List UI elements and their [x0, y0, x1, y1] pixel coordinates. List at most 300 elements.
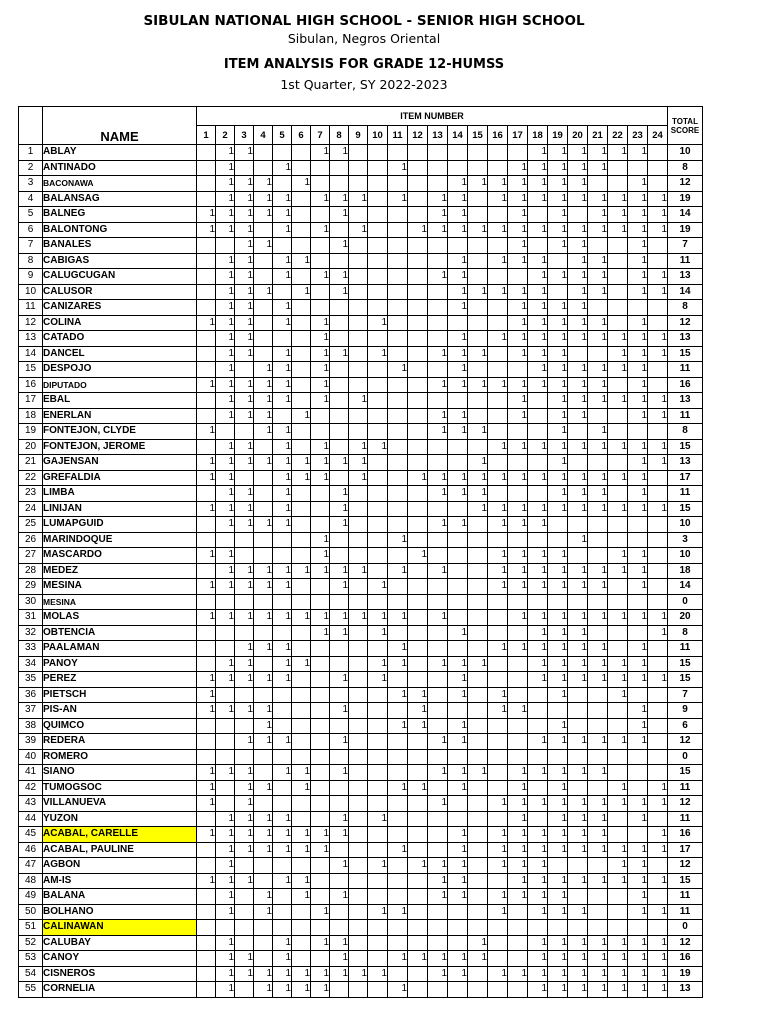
row-number: 14 [19, 346, 43, 362]
item-mark-cell [349, 842, 368, 858]
item-mark-cell [273, 703, 292, 719]
item-mark-cell: 1 [216, 548, 235, 564]
item-mark-cell [468, 889, 488, 905]
item-mark-cell: 1 [273, 300, 292, 316]
item-mark-cell [468, 920, 488, 936]
item-mark-cell: 1 [568, 734, 588, 750]
item-mark-cell [608, 377, 628, 393]
item-mark-cell [608, 269, 628, 285]
item-mark-cell: 1 [528, 842, 548, 858]
item-mark-cell: 1 [628, 610, 648, 626]
item-mark-cell [468, 315, 488, 331]
total-score: 11 [668, 486, 703, 502]
total-score: 18 [668, 563, 703, 579]
item-mark-cell [448, 811, 468, 827]
item-mark-cell: 1 [311, 982, 330, 998]
item-mark-cell [648, 579, 668, 595]
item-mark-cell: 1 [216, 486, 235, 502]
item-mark-cell [408, 455, 428, 471]
item-mark-cell: 1 [254, 207, 273, 223]
item-mark-cell [608, 594, 628, 610]
item-mark-cell [488, 920, 508, 936]
student-name: BACONAWA [43, 176, 197, 192]
item-mark-cell: 1 [388, 610, 408, 626]
item-mark-cell: 1 [608, 780, 628, 796]
item-mark-cell: 1 [568, 641, 588, 657]
item-mark-cell [588, 548, 608, 564]
item-mark-cell: 1 [648, 625, 668, 641]
item-mark-cell: 1 [254, 517, 273, 533]
item-mark-cell: 1 [330, 269, 349, 285]
item-mark-cell [528, 238, 548, 254]
item-mark-cell: 1 [548, 672, 568, 688]
item-mark-cell: 1 [528, 269, 548, 285]
item-mark-cell [197, 331, 216, 347]
item-mark-cell [349, 362, 368, 378]
item-mark-cell [388, 517, 408, 533]
item-mark-cell: 1 [254, 424, 273, 440]
item-mark-cell [292, 672, 311, 688]
item-mark-cell: 1 [548, 904, 568, 920]
item-mark-cell [448, 238, 468, 254]
item-mark-cell: 1 [448, 873, 468, 889]
item-mark-cell [628, 594, 648, 610]
item-mark-cell [235, 687, 254, 703]
item-mark-cell: 1 [548, 610, 568, 626]
item-mark-cell [428, 331, 448, 347]
row-number: 9 [19, 269, 43, 285]
item-mark-cell: 1 [628, 362, 648, 378]
item-mark-cell [292, 300, 311, 316]
item-mark-cell: 1 [197, 222, 216, 238]
student-name: ANTINADO [43, 160, 197, 176]
item-mark-cell [311, 780, 330, 796]
item-mark-cell: 1 [330, 579, 349, 595]
item-mark-cell [648, 176, 668, 192]
item-mark-cell [292, 687, 311, 703]
item-mark-cell [254, 315, 273, 331]
item-mark-cell [468, 253, 488, 269]
item-mark-cell: 1 [528, 300, 548, 316]
row-number: 10 [19, 284, 43, 300]
item-mark-cell [273, 889, 292, 905]
item-mark-cell [628, 765, 648, 781]
item-mark-cell [292, 269, 311, 285]
item-mark-cell [254, 145, 273, 161]
item-mark-cell [197, 842, 216, 858]
item-mark-cell [508, 734, 528, 750]
item-mark-cell [197, 439, 216, 455]
item-mark-cell: 1 [628, 935, 648, 951]
item-mark-cell: 1 [216, 408, 235, 424]
item-mark-cell [588, 408, 608, 424]
row-number: 53 [19, 951, 43, 967]
item-number-1: 1 [197, 126, 216, 145]
item-mark-cell: 1 [608, 982, 628, 998]
total-score: 19 [668, 966, 703, 982]
item-mark-cell [273, 858, 292, 874]
item-mark-cell: 1 [608, 331, 628, 347]
item-mark-cell [428, 145, 448, 161]
item-mark-cell [311, 734, 330, 750]
total-score: 15 [668, 501, 703, 517]
item-mark-cell: 1 [588, 191, 608, 207]
item-mark-cell [588, 920, 608, 936]
item-mark-cell: 1 [273, 253, 292, 269]
item-mark-cell [568, 548, 588, 564]
item-mark-cell: 1 [488, 858, 508, 874]
item-mark-cell: 1 [628, 470, 648, 486]
item-mark-cell: 1 [235, 780, 254, 796]
item-mark-cell [468, 641, 488, 657]
item-mark-cell [273, 176, 292, 192]
item-mark-cell: 1 [588, 470, 608, 486]
item-mark-cell: 1 [588, 253, 608, 269]
item-mark-cell [197, 811, 216, 827]
item-mark-cell [311, 501, 330, 517]
item-mark-cell [528, 811, 548, 827]
table-row [19, 656, 703, 672]
item-mark-cell [311, 207, 330, 223]
row-number: 25 [19, 517, 43, 533]
item-mark-cell: 1 [608, 362, 628, 378]
table-row [19, 579, 703, 595]
item-mark-cell [197, 238, 216, 254]
item-mark-cell: 1 [528, 563, 548, 579]
item-mark-cell [428, 579, 448, 595]
item-mark-cell: 1 [508, 176, 528, 192]
item-mark-cell: 1 [197, 501, 216, 517]
item-mark-cell: 1 [608, 672, 628, 688]
item-mark-cell [408, 734, 428, 750]
total-score: 6 [668, 718, 703, 734]
item-mark-cell: 1 [628, 904, 648, 920]
item-mark-cell [388, 300, 408, 316]
item-mark-cell: 1 [588, 222, 608, 238]
item-mark-cell: 1 [311, 842, 330, 858]
item-mark-cell: 1 [448, 176, 468, 192]
item-mark-cell: 1 [488, 548, 508, 564]
item-mark-cell [311, 656, 330, 672]
item-mark-cell: 1 [254, 610, 273, 626]
item-mark-cell: 1 [648, 873, 668, 889]
item-mark-cell: 1 [330, 858, 349, 874]
row-number: 49 [19, 889, 43, 905]
item-mark-cell [388, 501, 408, 517]
item-mark-cell: 1 [508, 191, 528, 207]
item-mark-cell [292, 641, 311, 657]
total-score: 10 [668, 517, 703, 533]
item-mark-cell [330, 300, 349, 316]
item-mark-cell: 1 [568, 145, 588, 161]
item-mark-cell: 1 [273, 486, 292, 502]
item-mark-cell: 1 [292, 780, 311, 796]
item-mark-cell [368, 765, 388, 781]
item-mark-cell: 1 [311, 470, 330, 486]
total-score: 19 [668, 191, 703, 207]
item-mark-cell: 1 [628, 191, 648, 207]
item-mark-cell [448, 610, 468, 626]
item-mark-cell [330, 470, 349, 486]
item-mark-cell: 1 [408, 687, 428, 703]
item-mark-cell [568, 703, 588, 719]
item-mark-cell [388, 486, 408, 502]
total-score: 11 [668, 889, 703, 905]
item-mark-cell: 1 [235, 966, 254, 982]
item-mark-cell [468, 145, 488, 161]
item-mark-cell [349, 501, 368, 517]
item-mark-cell: 1 [568, 982, 588, 998]
table-row [19, 610, 703, 626]
item-mark-cell [197, 269, 216, 285]
item-mark-cell [508, 145, 528, 161]
item-mark-cell: 1 [528, 579, 548, 595]
item-mark-cell [448, 935, 468, 951]
row-number: 12 [19, 315, 43, 331]
item-mark-cell: 1 [508, 439, 528, 455]
item-mark-cell: 1 [235, 393, 254, 409]
item-mark-cell: 1 [528, 315, 548, 331]
item-mark-cell [388, 579, 408, 595]
item-mark-cell [388, 346, 408, 362]
item-mark-cell [488, 610, 508, 626]
item-mark-cell [235, 594, 254, 610]
item-mark-cell [388, 966, 408, 982]
item-mark-cell: 1 [197, 610, 216, 626]
item-mark-cell: 1 [448, 842, 468, 858]
item-mark-cell: 1 [648, 331, 668, 347]
item-mark-cell: 1 [648, 408, 668, 424]
item-mark-cell: 1 [273, 455, 292, 471]
item-mark-cell: 1 [216, 765, 235, 781]
item-mark-cell: 1 [448, 718, 468, 734]
item-mark-cell: 1 [508, 284, 528, 300]
item-mark-cell: 1 [508, 160, 528, 176]
item-mark-cell: 1 [548, 718, 568, 734]
item-mark-cell [311, 687, 330, 703]
row-number: 30 [19, 594, 43, 610]
item-mark-cell: 1 [254, 780, 273, 796]
item-mark-cell: 1 [428, 517, 448, 533]
item-mark-cell [488, 238, 508, 254]
item-mark-cell: 1 [368, 439, 388, 455]
item-mark-cell: 1 [330, 455, 349, 471]
item-mark-cell: 1 [448, 300, 468, 316]
item-mark-cell: 1 [408, 703, 428, 719]
student-name: DANCEL [43, 346, 197, 362]
item-mark-cell: 1 [273, 966, 292, 982]
total-score: 11 [668, 641, 703, 657]
item-mark-cell [292, 594, 311, 610]
item-mark-cell: 1 [292, 470, 311, 486]
item-mark-cell [254, 765, 273, 781]
item-mark-cell [488, 811, 508, 827]
total-score: 15 [668, 765, 703, 781]
item-mark-cell [330, 718, 349, 734]
item-mark-cell [468, 207, 488, 223]
item-mark-cell: 1 [528, 796, 548, 812]
item-mark-cell [292, 904, 311, 920]
item-mark-cell [648, 765, 668, 781]
item-mark-cell: 1 [568, 873, 588, 889]
item-mark-cell: 1 [568, 393, 588, 409]
item-mark-cell: 1 [628, 346, 648, 362]
item-mark-cell [368, 176, 388, 192]
student-name: CATADO [43, 331, 197, 347]
item-mark-cell: 1 [273, 610, 292, 626]
item-mark-cell [368, 687, 388, 703]
item-mark-cell: 1 [448, 269, 468, 285]
item-mark-cell: 1 [488, 579, 508, 595]
item-mark-cell [254, 222, 273, 238]
item-mark-cell: 1 [408, 470, 428, 486]
item-mark-cell: 1 [197, 796, 216, 812]
table-row [19, 176, 703, 192]
item-mark-cell [292, 935, 311, 951]
item-mark-cell: 1 [216, 873, 235, 889]
item-mark-cell: 1 [588, 873, 608, 889]
item-mark-cell: 1 [254, 563, 273, 579]
item-mark-cell: 1 [628, 253, 648, 269]
item-mark-cell: 1 [508, 393, 528, 409]
row-number: 16 [19, 377, 43, 393]
row-number: 31 [19, 610, 43, 626]
item-mark-cell: 1 [608, 501, 628, 517]
item-mark-cell: 1 [330, 625, 349, 641]
item-mark-cell: 1 [568, 811, 588, 827]
item-mark-cell [368, 780, 388, 796]
item-mark-cell [388, 377, 408, 393]
item-mark-cell: 1 [528, 145, 548, 161]
item-mark-cell [235, 470, 254, 486]
item-mark-cell: 1 [548, 362, 568, 378]
item-mark-cell: 1 [428, 191, 448, 207]
item-mark-cell [408, 842, 428, 858]
item-mark-cell: 1 [388, 191, 408, 207]
item-mark-cell [254, 935, 273, 951]
item-mark-cell: 1 [568, 501, 588, 517]
item-mark-cell [311, 749, 330, 765]
item-mark-cell: 1 [428, 222, 448, 238]
item-mark-cell [408, 641, 428, 657]
item-mark-cell [608, 641, 628, 657]
item-mark-cell [292, 160, 311, 176]
row-number: 33 [19, 641, 43, 657]
item-mark-cell: 1 [197, 455, 216, 471]
item-mark-cell [330, 393, 349, 409]
item-mark-cell [197, 393, 216, 409]
item-number-17: 17 [508, 126, 528, 145]
item-mark-cell: 1 [548, 579, 568, 595]
item-mark-cell [254, 532, 273, 548]
item-mark-cell [311, 253, 330, 269]
item-mark-cell: 1 [448, 424, 468, 440]
student-name: FONTEJON, CLYDE [43, 424, 197, 440]
item-mark-cell [428, 935, 448, 951]
item-mark-cell [408, 253, 428, 269]
item-mark-cell: 1 [548, 238, 568, 254]
item-mark-cell [349, 207, 368, 223]
item-mark-cell [388, 393, 408, 409]
item-mark-cell: 1 [508, 641, 528, 657]
item-mark-cell [448, 501, 468, 517]
item-mark-cell [292, 734, 311, 750]
row-number: 20 [19, 439, 43, 455]
row-number: 11 [19, 300, 43, 316]
item-mark-cell [468, 780, 488, 796]
item-mark-cell: 1 [528, 222, 548, 238]
item-mark-cell: 1 [468, 346, 488, 362]
item-mark-cell: 1 [568, 160, 588, 176]
item-mark-cell [488, 315, 508, 331]
item-mark-cell: 1 [568, 625, 588, 641]
item-mark-cell [273, 145, 292, 161]
item-mark-cell: 1 [448, 222, 468, 238]
item-mark-cell [388, 873, 408, 889]
table-row [19, 982, 703, 998]
item-mark-cell: 1 [254, 703, 273, 719]
item-mark-cell: 1 [468, 377, 488, 393]
item-mark-cell: 1 [588, 672, 608, 688]
item-mark-cell: 1 [588, 579, 608, 595]
item-mark-cell [508, 269, 528, 285]
item-mark-cell: 1 [468, 935, 488, 951]
item-mark-cell [648, 687, 668, 703]
total-score: 12 [668, 935, 703, 951]
item-mark-cell [273, 718, 292, 734]
item-mark-cell [388, 408, 408, 424]
item-mark-cell: 1 [448, 672, 468, 688]
item-mark-cell [197, 300, 216, 316]
student-name: AGBON [43, 858, 197, 874]
item-mark-cell: 1 [254, 672, 273, 688]
item-mark-cell: 1 [388, 532, 408, 548]
item-mark-cell: 1 [488, 904, 508, 920]
item-mark-cell [408, 486, 428, 502]
row-number: 46 [19, 842, 43, 858]
table-row [19, 966, 703, 982]
item-mark-cell [568, 455, 588, 471]
table-row [19, 563, 703, 579]
item-mark-cell: 1 [448, 284, 468, 300]
item-mark-cell [428, 625, 448, 641]
item-mark-cell [235, 920, 254, 936]
item-mark-cell: 1 [488, 641, 508, 657]
item-mark-cell [349, 935, 368, 951]
item-mark-cell [273, 331, 292, 347]
student-name: BALANSAG [43, 191, 197, 207]
total-score: 14 [668, 579, 703, 595]
item-mark-cell: 1 [428, 734, 448, 750]
item-mark-cell [368, 749, 388, 765]
item-mark-cell: 1 [428, 873, 448, 889]
table-row [19, 501, 703, 517]
item-mark-cell: 1 [235, 377, 254, 393]
item-mark-cell: 1 [508, 703, 528, 719]
item-number-24: 24 [648, 126, 668, 145]
row-number: 18 [19, 408, 43, 424]
item-mark-cell: 1 [216, 455, 235, 471]
item-mark-cell [588, 455, 608, 471]
item-mark-cell [448, 160, 468, 176]
item-mark-cell [428, 176, 448, 192]
item-mark-cell: 1 [488, 253, 508, 269]
item-mark-cell: 1 [588, 362, 608, 378]
row-number: 34 [19, 656, 43, 672]
item-mark-cell [468, 548, 488, 564]
item-mark-cell [588, 703, 608, 719]
total-score: 15 [668, 656, 703, 672]
